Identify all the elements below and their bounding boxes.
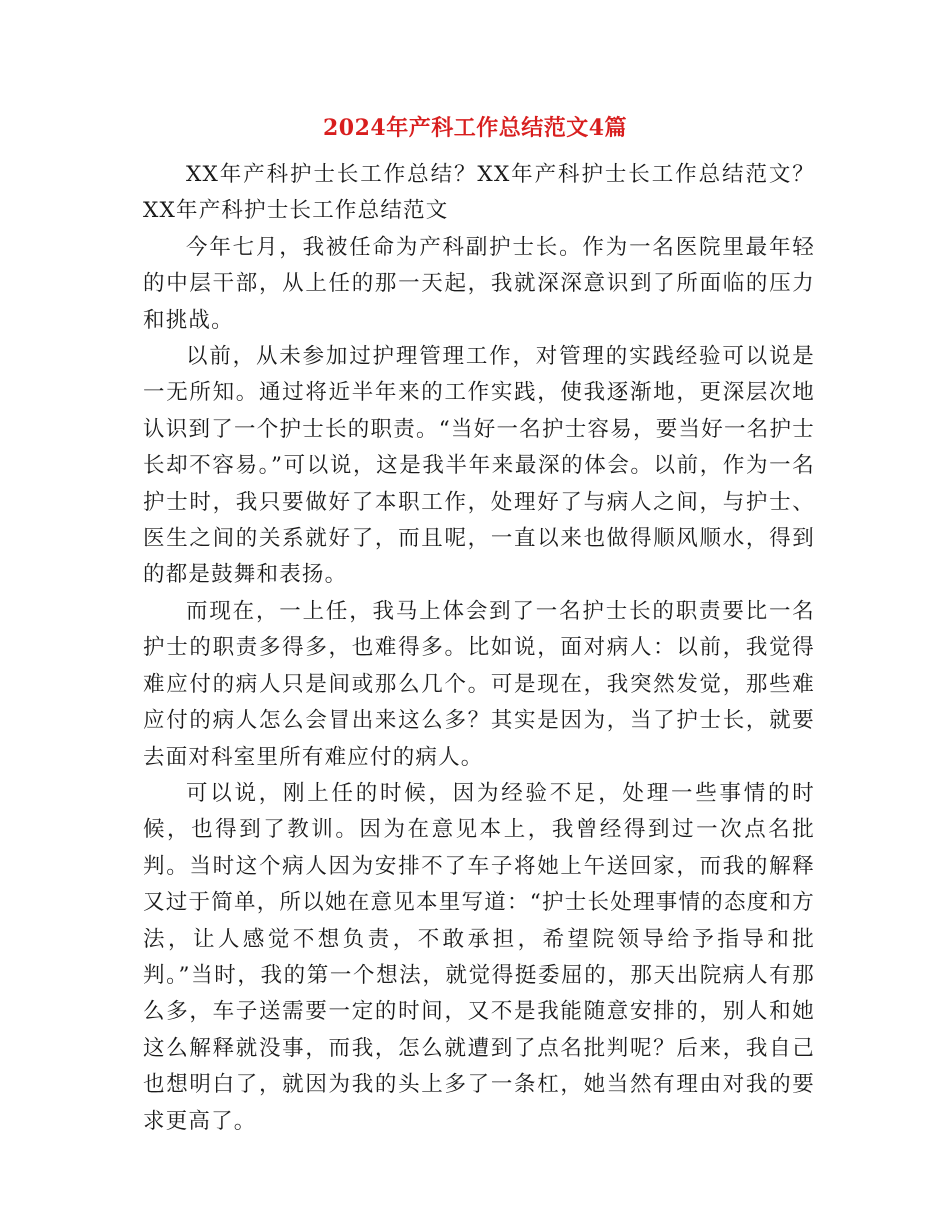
paragraph: 可以说，刚上任的时候，因为经验不足，处理一些事情的时候，也得到了教训。因为在意见本上，我曾经得到过一次点名批判。当时这个病人因为安排不了车子将她上午送回家，而我的解释又过于简单，所以她在意见本里写道：“护士长处理事情的态度和方法，让人感觉不想负责，不敢承担，希望院领导给予指导和批判。”当时，我的第一个想法，就觉得挺委屈的，那天出院病人有那么多，车子送需要一定的时间，又不是我能随意安排的，别人和她这么解释就没事，而我，怎么就遭到了点名批判呢？后来，我自己也想明白了，就因为我的头上多了一条杠，她当然有理由对我的要求更高了。 — [143, 780, 815, 1134]
document-title: 2024年产科工作总结范文4篇 — [322, 115, 628, 141]
document-body — [143, 157, 815, 1140]
paragraph: XX年产科护士长工作总结？XX年产科护士长工作总结范文？XX年产科护士长工作总结范文 — [143, 162, 815, 224]
paragraph: 今年七月，我被任命为产科副护士长。作为一名医院里最年轻的中层干部，从上任的那一天起，我就深深意识到了所面临的压力和挑战。 — [143, 234, 815, 333]
paragraph: 以前，从未参加过护理管理工作，对管理的实践经验可以说是一无所知。通过将近半年来的工作实践，使我逐渐地，更深层次地认识到了一个护士长的职责。“当好一名护士容易，要当好一名护士长却不容易。”可以说，这是我半年来最深的体会。以前，作为一名护士时，我只要做好了本职工作，处理好了与病人之间，与护士、医生之间的关系就好了，而且呢，一直以来也做得顺风顺水，得到的都是鼓舞和表扬。 — [143, 344, 815, 588]
paragraph: 而现在，一上任，我马上体会到了一名护士长的职责要比一名护士的职责多得多，也难得多。比如说，面对病人：以前，我觉得难应付的病人只是间或那么几个。可是现在，我突然发觉，那些难应付的病人怎么会冒出来这么多？其实是因为，当了护士长，就要去面对科室里所有难应付的病人。 — [143, 598, 815, 770]
